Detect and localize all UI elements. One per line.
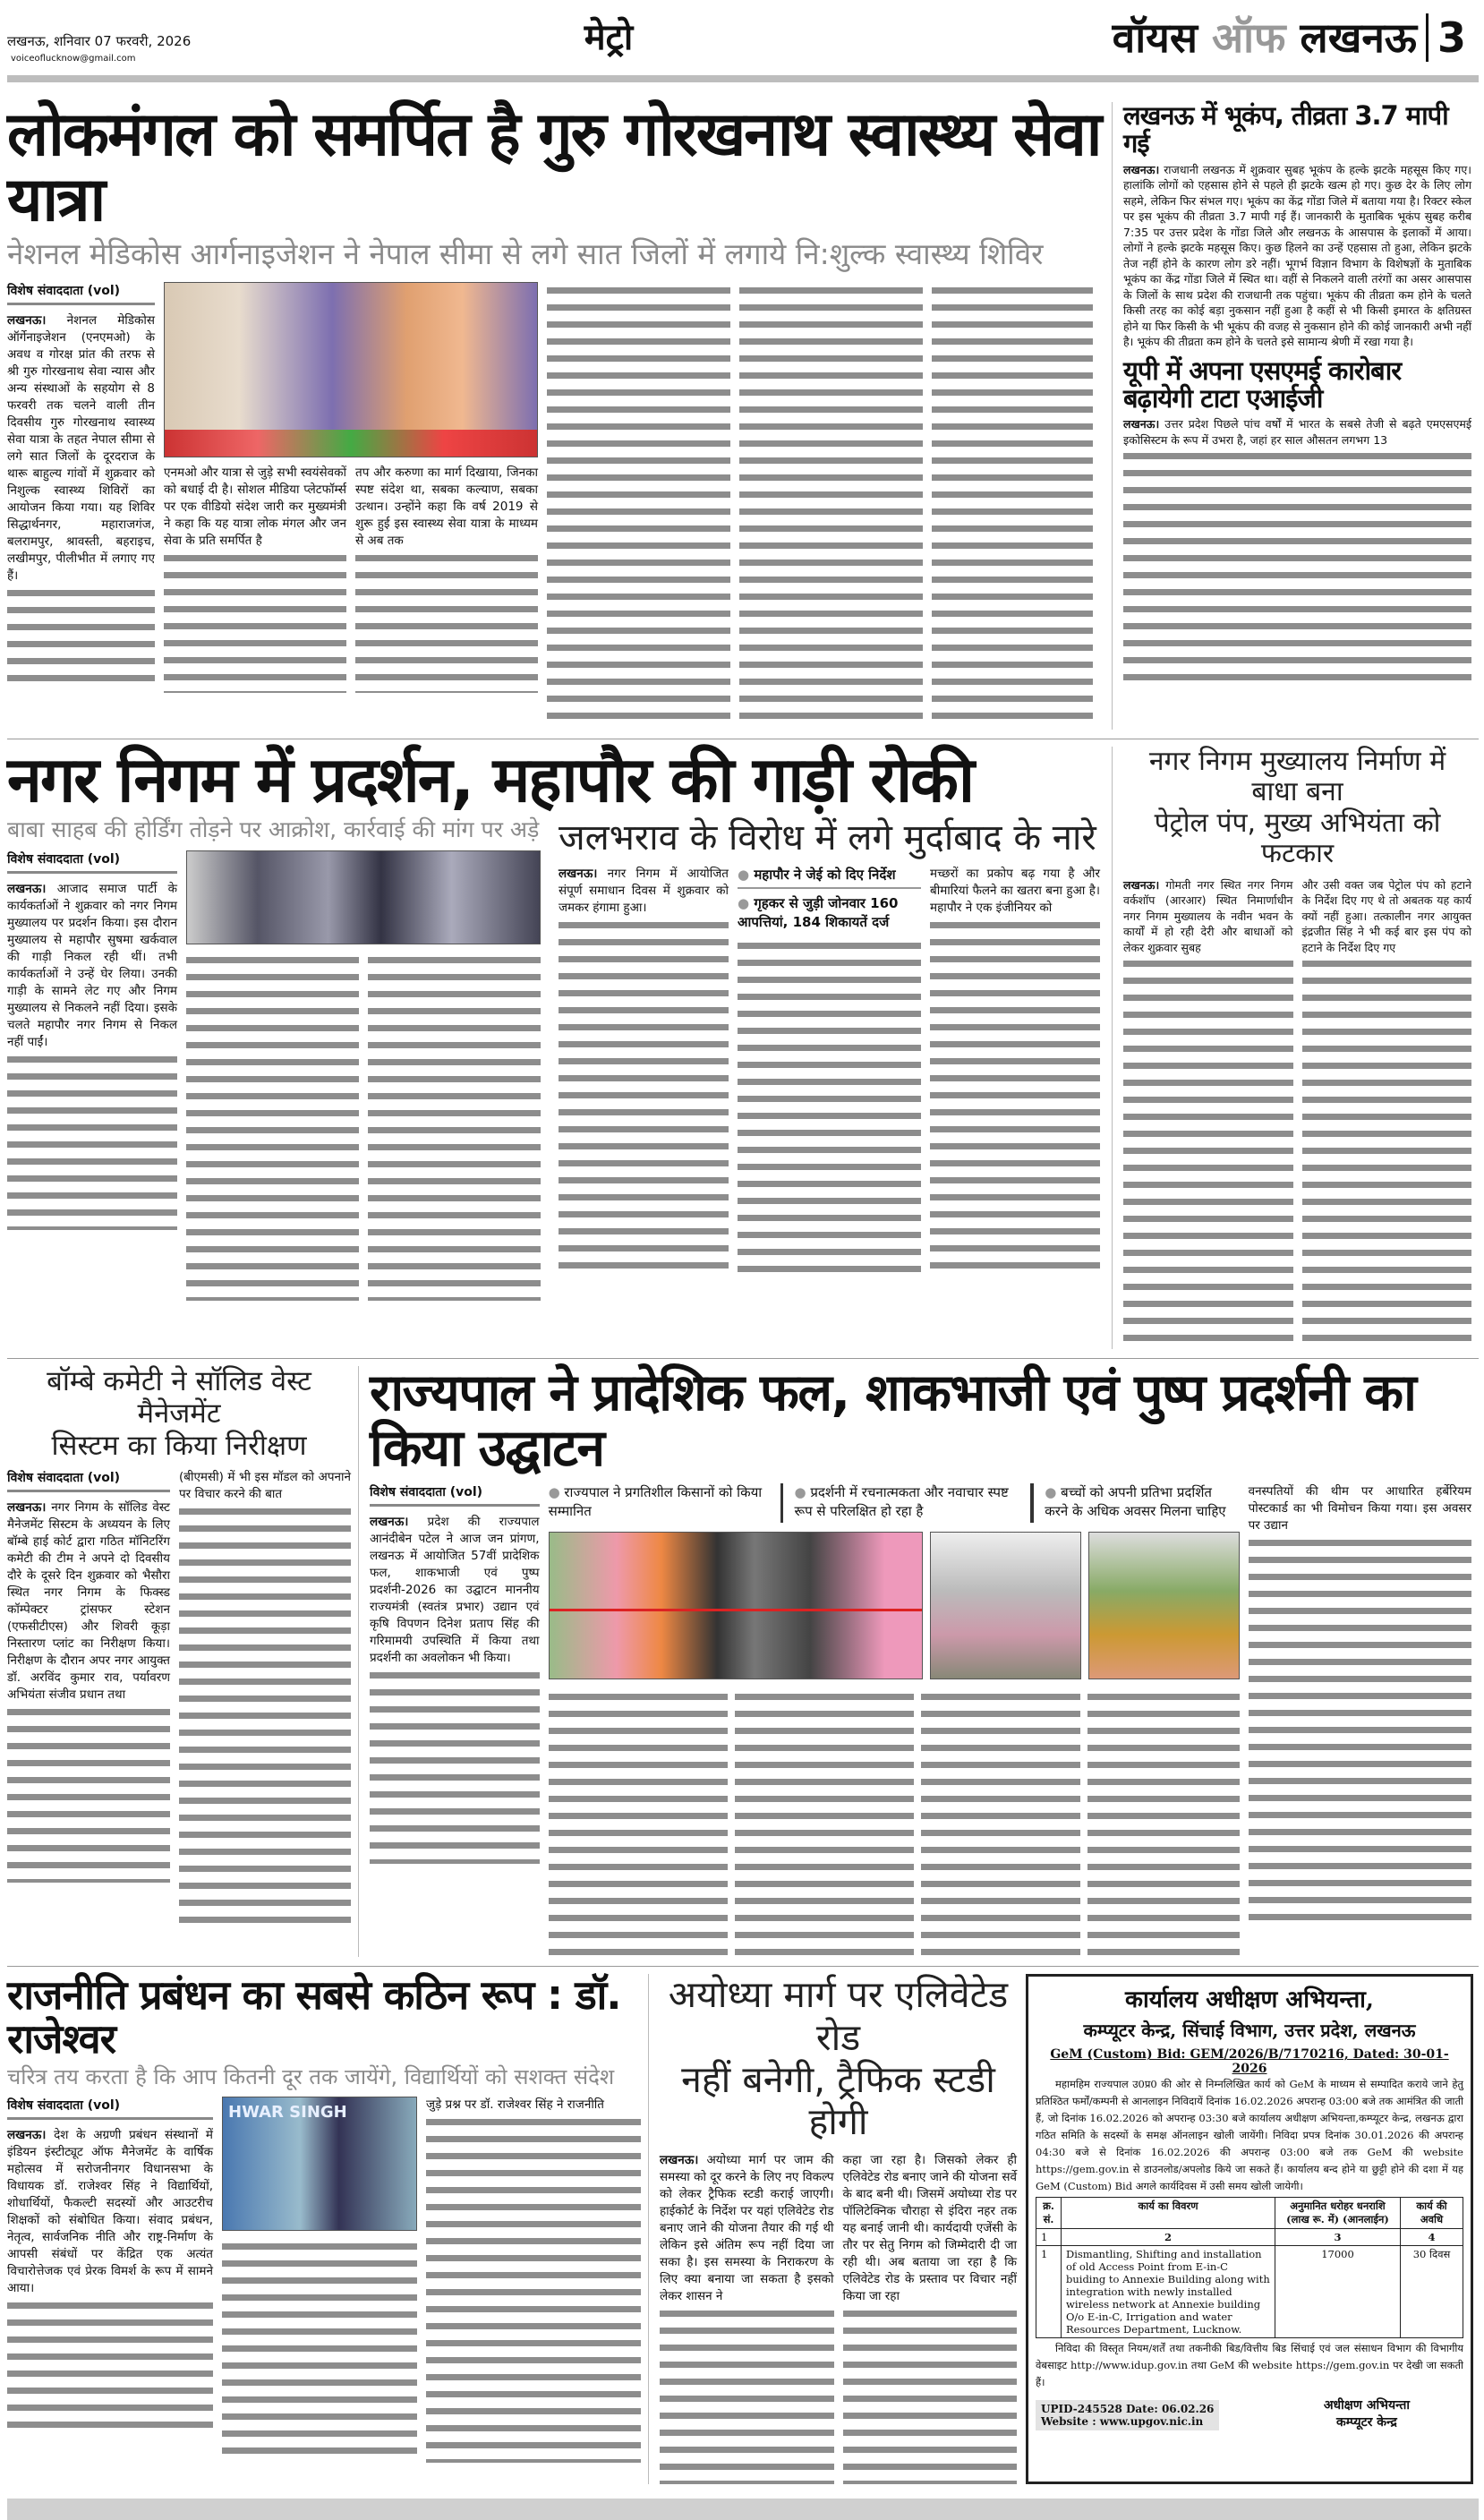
photo-vegetable-display	[1088, 1532, 1240, 1679]
story-column	[370, 1483, 540, 1864]
text-continuation	[7, 1051, 177, 1230]
article-body-continuation	[186, 952, 359, 1301]
text-continuation	[426, 2114, 641, 2463]
highlight-item: ● बच्चों को अपनी प्रतिभा प्रदर्शित करने के अधिक अवसर मिलना चाहिए	[1045, 1483, 1239, 1521]
headline-bombay-committee	[7, 1366, 351, 1462]
column-header: अनुमानित धरोहर धनराशि (लाख रू. में) (आनलाईन)	[1275, 2198, 1401, 2229]
article-body: लखनऊ। गोमती नगर स्थित नगर निगम वर्कशॉप (आरआर) स्थित निमार्णाधीन नगर निगम मुख्यालय के नवीन भवन के कार्यों में हो रही देरी और बाधाओं को लेकर शुक्रवार सुबह	[1123, 877, 1293, 954]
sidebar	[1112, 747, 1471, 1350]
highlight-item: ● राज्यपाल ने प्रगतिशील किसानों को किया सम्मानित	[549, 1483, 770, 1521]
article-body: लखनऊ। अयोध्या मार्ग पर जाम की समस्या को दूर करने के लिए नए विकल्प को लेकर ट्रैफिक स्टडी कराई जाएगी। हाईकोर्ट के निर्देश पर यहां एलिवेटेड रोड बनाए जाने की योजना तैयार की गई थी लेकिन इसे अंतिम रूप नहीं दिया जा सका है। इस समस्या के निराकरण के लिए क्या बनाया जा सकता है इसको लेकर शासन ने	[660, 2152, 834, 2303]
story-column	[559, 866, 729, 1275]
section-bottom	[7, 1967, 1479, 2493]
governor-story	[358, 1363, 1471, 1957]
article-body-continuation	[368, 952, 541, 1301]
text-continuation	[660, 2305, 834, 2484]
table-cell: 1	[1036, 2229, 1062, 2246]
photo-rajeshwar-singh	[222, 2097, 417, 2231]
signature-line: अधीक्षण अभियन्ता	[1323, 2398, 1410, 2413]
header-rule	[7, 75, 1479, 82]
logo-word-2: ऑफ	[1211, 13, 1286, 62]
tender-title: कार्यालय अधीक्षण अभियन्ता,	[1125, 1986, 1374, 2014]
byline: विशेष संवाददाता (vol)	[7, 850, 177, 874]
story-columns	[559, 866, 1104, 1277]
story-subcolumns	[164, 465, 538, 693]
subheadline-health-yatra: नेशनल मेडिकोस आर्गनाइजेशन ने नेपाल सीमा से लगे सात जिलों में लगाये नि:शुल्क स्वास्थ्य शिविर	[7, 235, 1044, 271]
table-cell: 4	[1401, 2229, 1463, 2246]
column-header: कार्य का विवरण	[1062, 2198, 1275, 2229]
tender-signature	[1324, 2396, 1410, 2430]
sidebar	[1112, 102, 1471, 730]
text-continuation	[7, 2297, 213, 2431]
story-columns	[7, 282, 1104, 730]
table-cell: 3	[1275, 2229, 1401, 2246]
story-column	[7, 850, 177, 1230]
article-body: लखनऊ। उत्तर प्रदेश पिछले पांच वर्षों में भारत के सबसे तेजी से बढ़ते एमएसएमई इकोसिस्टम के रूप में उभरा है, जहां हर साल औसतन लगभग 13	[1123, 417, 1471, 447]
story-group	[7, 817, 544, 1301]
highlight-item: ● गृहकर से जुड़ी जोनवार 160 आपत्तियां, 184 शिकायतें दर्ज	[738, 894, 921, 932]
tender-bottom-row	[1036, 2396, 1463, 2430]
story-column	[222, 2097, 417, 2462]
subheadline-mayor-car: बाबा साहब की होर्डिंग तोड़ने पर आक्रोश, कार्रवाई की मांग पर अड़े	[7, 816, 540, 843]
table-cell: Dismantling, Shifting and installation of old Access Point from E-in-C buiding to Annexie Building along with integration with newly installed wireless network at Annexie building O/o E-in-C, Irrigation and water Resources Department, Lucknow.	[1062, 2246, 1275, 2338]
table-header-row	[1036, 2198, 1463, 2229]
lead-story	[7, 99, 1104, 730]
story-column	[164, 465, 346, 693]
contact-email: voiceoflucknow@gmail.com	[11, 54, 136, 64]
byline: विशेष संवाददाता (vol)	[370, 1483, 540, 1507]
headline-line: अयोध्या मार्ग पर एलिवेटेड रोड	[668, 1973, 1009, 2059]
highlight-item: ● प्रदर्शनी में रचनात्मकता और नवाचार स्पष्ट रूप से परिलक्षित हो रहा है	[794, 1483, 1019, 1521]
highlights-box	[738, 866, 921, 1277]
photo-row	[549, 1532, 1240, 1679]
text-continuation	[1123, 955, 1293, 1349]
upid-text: UPID-245528 Date: 06.02.26	[1041, 2403, 1215, 2416]
article-body: लखनऊ। नेशनल मेडिकोस ऑर्गेनाइजेशन (एनएमओ) के अवध व गोरक्ष प्रांत की तरफ से श्री गुरु गोरखनाथ सेवा न्यास और अन्य संस्थाओं के सहयोग से 8 फरवरी तक चलने वाली तीन दिवसीय गुरु गोरखनाथ स्वास्थ्य सेवा यात्रा के तहत नेपाल सीमा से लगे सात जिलों के दूरदराज के थारू बाहुल्य गांवों में शुक्रवार को निशुल्क स्वास्थ्य शिविरों का आयोजन किया गया। यह शिविर सिद्धार्थनगर, महाराजगंज, बलरामपुर, श्रावस्ती, बहराइच, लखीमपुर, पीलीभीत में लगाए गए हैं।	[7, 312, 155, 583]
article-body: कहा जा रहा है। जिसको लेकर ही एलिवेटेड रोड बनाए जाने की योजना सर्वे के बाद बनी थी। जिसमें अयोध्या रोड पर पॉलिटेक्निक चौराहा से इंदिरा नहर तक यह बनाई जानी थी। कार्यदायी एजेंसी के तौर पर सेतु निगम को जिम्मेदारी दी जा रही थी। अब बताया जा रहा है कि एलिवेटेड रोड के प्रस्ताव पर विचार नहीं किया जा रहा	[842, 2152, 1017, 2303]
article-body: और उसी वक्त जब पेट्रोल पंप को हटाने के निर्देश दिए गए थे तो अबतक यह कार्य क्यों नहीं हुआ। तत्कालीन नगर आयुक्त इंद्रजीत सिंह ने भी कई बार इस पंप को हटाने के निर्देश दिए गए	[1301, 877, 1471, 954]
text-continuation	[1123, 448, 1471, 680]
waterlogging-story	[559, 817, 1104, 1277]
story-columns	[7, 2097, 641, 2463]
headline-line: सिस्टम का किया निरीक्षण	[51, 1429, 307, 1462]
story-column	[1302, 877, 1472, 1350]
subheadline-rajeshwar: चरित्र तय करता है कि आप कितनी दूर तक जायेंगे, विद्यार्थियों को सशक्त संदेश	[7, 2063, 615, 2089]
footer-rule	[7, 2499, 1479, 2520]
highlight-divider	[780, 1483, 784, 1523]
headline-health-yatra: लोकमंगल को समर्पित है गुरु गोरखनाथ स्वास्थ्य सेवा यात्रा	[7, 99, 1101, 236]
tender-notice	[1026, 1974, 1473, 2484]
section-exhibition	[7, 1359, 1479, 1967]
article-body-continuation	[735, 1688, 914, 1957]
table-cell: 2	[1062, 2229, 1275, 2246]
article-body-continuation	[1087, 1688, 1240, 1957]
text-continuation	[1249, 1534, 1471, 1928]
headline-line: बॉम्बे कमेटी ने सॉलिड वेस्ट मैनेजमेंट	[47, 1365, 311, 1430]
headline-elevated-road	[660, 1974, 1017, 2143]
headline-line: पेट्रोल पंप, मुख्य अभियंता को फटकार	[1154, 807, 1441, 870]
tender-upid	[1036, 2400, 1219, 2430]
masthead	[7, 0, 1479, 75]
logo-word-1: वॉयस	[1112, 13, 1198, 62]
story-row	[7, 817, 1104, 1301]
headline-line: नहीं बनेगी, ट्रैफिक स्टडी होगी	[681, 2057, 995, 2143]
table-number-row	[1036, 2229, 1463, 2246]
text-continuation	[1302, 955, 1472, 1349]
photo-ribbon-cutting	[549, 1532, 923, 1679]
table-cell: 30 दिवस	[1401, 2246, 1463, 2338]
text-continuation	[843, 2305, 1018, 2484]
highlight-divider	[1030, 1483, 1034, 1523]
column-header: क्र. सं.	[1036, 2198, 1062, 2229]
article-body-continuation	[739, 282, 923, 730]
website-text: Website : www.upgov.nic.in	[1041, 2415, 1204, 2429]
story-column	[660, 2152, 834, 2484]
headline-earthquake: लखनऊ में भूकंप, तीव्रता 3.7 मापी गई	[1123, 100, 1448, 159]
byline: विशेष संवाददाता (vol)	[7, 2097, 213, 2120]
article-body-continuation	[738, 937, 921, 1277]
table-row	[1036, 2246, 1463, 2338]
text-continuation	[559, 917, 729, 1275]
section-municipal	[7, 739, 1479, 1360]
story-column	[843, 2152, 1018, 2484]
highlights-row	[549, 1483, 1240, 1523]
story-columns	[7, 850, 544, 1301]
article-body: लखनऊ। आजाद समाज पार्टी के कार्यकर्ताओं ने शुक्रवार को नगर निगम मुख्यालय पर प्रदर्शन किया। इस दौरान मुख्यालय से महापौर सुषमा खर्कवाल की गाड़ी निकल रही थीं। तभी कार्यकर्ताओं ने उन्हें घेर लिया। उनकी गाड़ी के सामने लेट गए और निगम मुख्यालय से निकलने नहीं दिया। इसके चलते महापौर नगर निगम से निकल नहीं पाईं।	[7, 882, 177, 1050]
article-body: वनस्पतियों की थीम पर आधारित हर्बेरियम पोस्टकार्ड का भी विमोचन किया गया। इस अवसर पर उद्यान	[1248, 1484, 1471, 1533]
article-body: (बीएमसी) में भी इस मॉडल को अपनाने पर विचार करने की बात	[179, 1470, 351, 1502]
story-column	[1249, 1483, 1471, 1928]
article-body: लखनऊ। देश के अग्रणी प्रबंधन संस्थानों में इंडियन इंस्टीट्यूट ऑफ मैनेजमेंट के वार्षिक महोत्सव में सरोजनीनगर विधानसभा के विधायक डॉ. राजेश्वर सिंह ने विद्यार्थियों, शोधार्थियों, फैकल्टी सदस्यों और आउटरीच शिक्षकों को संबोधित किया। संवाद प्रबंधन, नेतृत्व, सार्वजनिक नीति और राष्ट्र-निर्माण के आपसी संबंधों पर केंद्रित एक अत्यंत विचारोत्तेजक एवं प्रेरक विमर्श के रूप में सामने आया।	[7, 2128, 213, 2296]
text-continuation	[7, 1704, 170, 1883]
headline-waterlogging-protest: जलभराव के विरोध में लगे मुर्दाबाद के नारे	[559, 817, 1096, 859]
elevated-road-story	[648, 1974, 1017, 2484]
edition-date: लखनऊ, शनिवार 07 फरवरी, 2026	[7, 33, 192, 49]
story-column	[7, 2097, 213, 2431]
headline-rajeshwar: राजनीति प्रबंधन का सबसे कठिन रूप : डॉ. राजेश्वर	[7, 1971, 621, 2063]
headline-mayor-car-stopped: नगर निगम में प्रदर्शन, महापौर की गाड़ी रोकी	[7, 742, 973, 816]
article-body: लखनऊ। नगर निगम में आयोजित संपूर्ण समाधान दिवस में शुक्रवार को जमकर हंगामा हुआ।	[559, 867, 729, 916]
article-body: मच्छरों का प्रकोप बढ़ गया है और बीमारियां फैलने का खतरा बना हुआ है। महापौर ने एक इंजीनियर को	[930, 867, 1100, 916]
byline: विशेष संवाददाता (vol)	[7, 282, 155, 305]
tender-footer: निविदा की विस्तृत नियम/शर्तें तथा तकनीकी बिड/वित्तीय बिड सिंचाई एवं जल संसाधन विभाग की विभागीय वेबसाइट http://www.idup.gov.in तथा GeM की website https://gem.gov.in पर देखी जा सकती हैं।	[1036, 2342, 1463, 2389]
story-column	[7, 282, 155, 692]
tender-table	[1036, 2197, 1463, 2338]
byline: विशेष संवाददाता (vol)	[7, 1469, 170, 1492]
masthead-logo	[1113, 9, 1466, 64]
article-body: लखनऊ। राजधानी लखनऊ में शुक्रवार सुबह भूकंप के हल्के झटके महसूस किए गए। हालांकि लोगों को एहसास होने से पहले ही झटके खत्म हो गए। कुछ देर के लिए लोग सहमे, लेकिन फिर संभल गए। भूकंप का केंद्र गोंडा जिले में बताया गया है। रिक्टर स्केल पर इस भूकंप की तीव्रता 3.7 मापी गई हैं। जानकारी के मुताबिक भूकंप सुबह करीब 7:35 पर उत्तर प्रदेश के गोंडा जिले और लखनऊ के आसपास के इलाकों में आया। लोगों ने हल्के झटके महसूस किए। कुछ हिलने का उन्हें एहसास तो हुआ, लेकिन झटके तेज नहीं होने के कारण लोग डरे नहीं। भूगर्भ विज्ञान विभाग के विशेषज्ञों के मुताबिक भूकंप का केंद्र गोंडा जिले में स्थित था। वहीं से निकलने वाली तरंगों का असर आसपास के जिलों के साथ प्रदेश की राजधानी तक पहुंचा। भूकंप की तीव्रता कम होने के चलते किसी तरह का कोई बड़ा नुकसान नहीं हुआ है कहीं से भी किसी इमारत के क्षतिग्रस्त होने या फिर किसी के भी भूकंप की वजह से नुकसान होने की कोई जानकारी अभी नहीं है। भूकंप की तीव्रता कम होने के चलते इसे सामान्य श्रेणी में रखा गया है।	[1123, 162, 1471, 349]
story-column-group	[186, 850, 541, 1301]
article-body: एनमओ और यात्रा से जुड़े सभी स्वयंसेवकों को बधाई दी है। सोशल मीडिया प्लेटफॉर्म्स पर एक वीडियो संदेश जारी कर मुख्यमंत्री ने कहा कि यह यात्रा लोक मंगल और जन सेवा के प्रति समर्पित है	[164, 465, 346, 548]
table-cell: 17000	[1275, 2246, 1401, 2338]
section-title: मेट्रो	[584, 17, 634, 58]
text-continuation	[179, 1503, 351, 1924]
story-subcolumns	[549, 1688, 1240, 1957]
story-columns	[7, 1469, 351, 1924]
article-body-continuation	[547, 282, 730, 730]
logo-word-3: लखनऊ	[1300, 13, 1417, 62]
story-column-group	[549, 1483, 1240, 1957]
table-cell: 1	[1036, 2246, 1062, 2338]
story-column	[179, 1469, 351, 1924]
story-column	[1123, 877, 1293, 1350]
story-column	[7, 1469, 170, 1883]
text-continuation	[370, 1667, 540, 1864]
article-body: जुड़े प्रश्न पर डॉ. राजेश्वर सिंह ने राजनीति	[426, 2097, 605, 2113]
text-continuation	[355, 550, 538, 693]
article-body: लखनऊ। नगर निगम के सॉलिड वेस्ट मैनेजमेंट सिस्टम के अध्ययन के लिए बॉम्बे हाई कोर्ट द्वारा गठित मॉनिटरिंग कमेटी की टीम ने अपने दो दिवसीय दौरे के दूसरे दिन शुक्रवार को भैसौरा स्थित नगर निगम के फिक्स्ड कॉम्पेक्टर ट्रांसफर स्टेशन (एफसीटीएस) और शिवरी कूड़ा निस्तारण प्लांट का निरीक्षण किया। निरीक्षण के दौरान अपर नगर आयुक्त डॉ. अरविंद कुमार राव, पर्यावरण अभियंता संजीव प्रधान तथा	[7, 1500, 170, 1703]
headline-line: नगर निगम मुख्यालय निर्माण में बाधा बना	[1148, 745, 1446, 808]
tender-subtitle: कम्प्यूटर केन्द्र, सिंचाई विभाग, उत्तर प्रदेश, लखनऊ	[1083, 2020, 1416, 2042]
story-columns	[1123, 877, 1471, 1350]
story-column	[355, 465, 538, 693]
photo-exhibition-visit	[930, 1532, 1081, 1679]
photo-protest	[186, 850, 541, 944]
mayor-story	[7, 742, 1104, 1350]
headline-governor-exhibition: राज्यपाल ने प्रादेशिक फल, शाकभाजी एवं पुष्प प्रदर्शनी का किया उद्घाटन	[370, 1363, 1416, 1478]
signature-line: कम्प्यूटर केन्द्र	[1336, 2415, 1397, 2430]
article-body-continuation	[549, 1688, 728, 1957]
text-continuation	[7, 585, 155, 692]
story-column-group	[164, 282, 538, 693]
section-top	[7, 95, 1479, 739]
story-column	[930, 866, 1100, 1275]
story-columns	[370, 1483, 1471, 1957]
tender-bid-number: GeM (Custom) Bid: GEM/2026/B/7170216, Dated: 30-01-2026	[1050, 2047, 1449, 2077]
column-header: कार्य की अवधि	[1401, 2198, 1463, 2229]
article-body: तप और करुणा का मार्ग दिखाया, जिनका स्पष्ट संदेश था, सबका कल्याण, सबका उत्थान। उन्होंने कहा कि वर्ष 2019 से शुरू हुई इस स्वास्थ्य सेवा यात्रा के माध्यम से अब तक	[355, 465, 538, 548]
headline-tata-aig: यूपी में अपना एसएमई कारोबार बढ़ायेगी टाटा एआईजी	[1123, 355, 1402, 414]
story-column	[426, 2097, 641, 2463]
bombay-committee-story	[7, 1366, 351, 1957]
highlight-item: ● महापौर ने जेई को दिए निर्देश	[738, 866, 921, 889]
photo-chief-minister-speech	[164, 282, 538, 457]
text-continuation	[164, 550, 346, 693]
tender-paragraph: महामहिम राज्यपाल उ0प्र0 की ओर से निम्नलिखित कार्य को GeM के माध्यम से सम्पादित कराये जाने हेतु प्रतिश्ठित फर्मों/कम्पनी से आनलाइन निविदायें दिनांक 16.02.2026 अपरान्ह 03:00 बजे तक आमंत्रित की जाती हैं, जो दिनांक 16.02.2026 को अपरान्ह 03:30 बजे कार्यालय अधीक्षण अभियन्ता,कम्प्यूटर केन्द्र, लखनऊ द्वारा गठित समिति के सदस्यों के समक्ष ऑनलाइन खोली जायेंगी। निविदा प्रपत्र दिनांक 30.01.2026 की अपरान्ह 04:30 बजे से दिनांक 16.02.2026 की अपरान्ह 03:00 बजे तक GeM की website https://gem.gov.in से डाउनलोड/अपलोड किये जा सकते हैं। कार्यालय बन्द होने या छुट्टी होने की दशा में यह GeM (Custom) Bid अगले कार्यदिवस में उसी समय खोली जायेगी।	[1036, 2078, 1463, 2193]
article-body-continuation	[222, 2238, 417, 2462]
headline-petrol-pump	[1123, 747, 1471, 870]
article-body-continuation	[932, 282, 1093, 730]
article-body: लखनऊ। प्रदेश की राज्यपाल आनंदीबेन पटेल ने आज जन प्रांगण, लखनऊ में आयोजित 57वीं प्रादेशिक फल, शाकभाजी एवं पुष्प प्रदर्शनी-2026 का उद्घाटन माननीय राज्यमंत्री (स्वतंत्र प्रभार) उद्यान एवं कृषि विपणन दिनेश प्रताप सिंह की गरिमामयी उपस्थिति में किया तथा प्रदर्शनी का अवलोकन भी किया।	[370, 1515, 540, 1666]
story-columns	[660, 2152, 1017, 2484]
photo-backdrop-text: HWAR SINGH	[228, 2103, 347, 2123]
story-subcolumns	[186, 952, 541, 1301]
article-body-continuation	[921, 1688, 1080, 1957]
rajeshwar-story	[7, 1971, 641, 2484]
page-number: 3	[1426, 13, 1466, 62]
text-continuation	[930, 917, 1100, 1275]
